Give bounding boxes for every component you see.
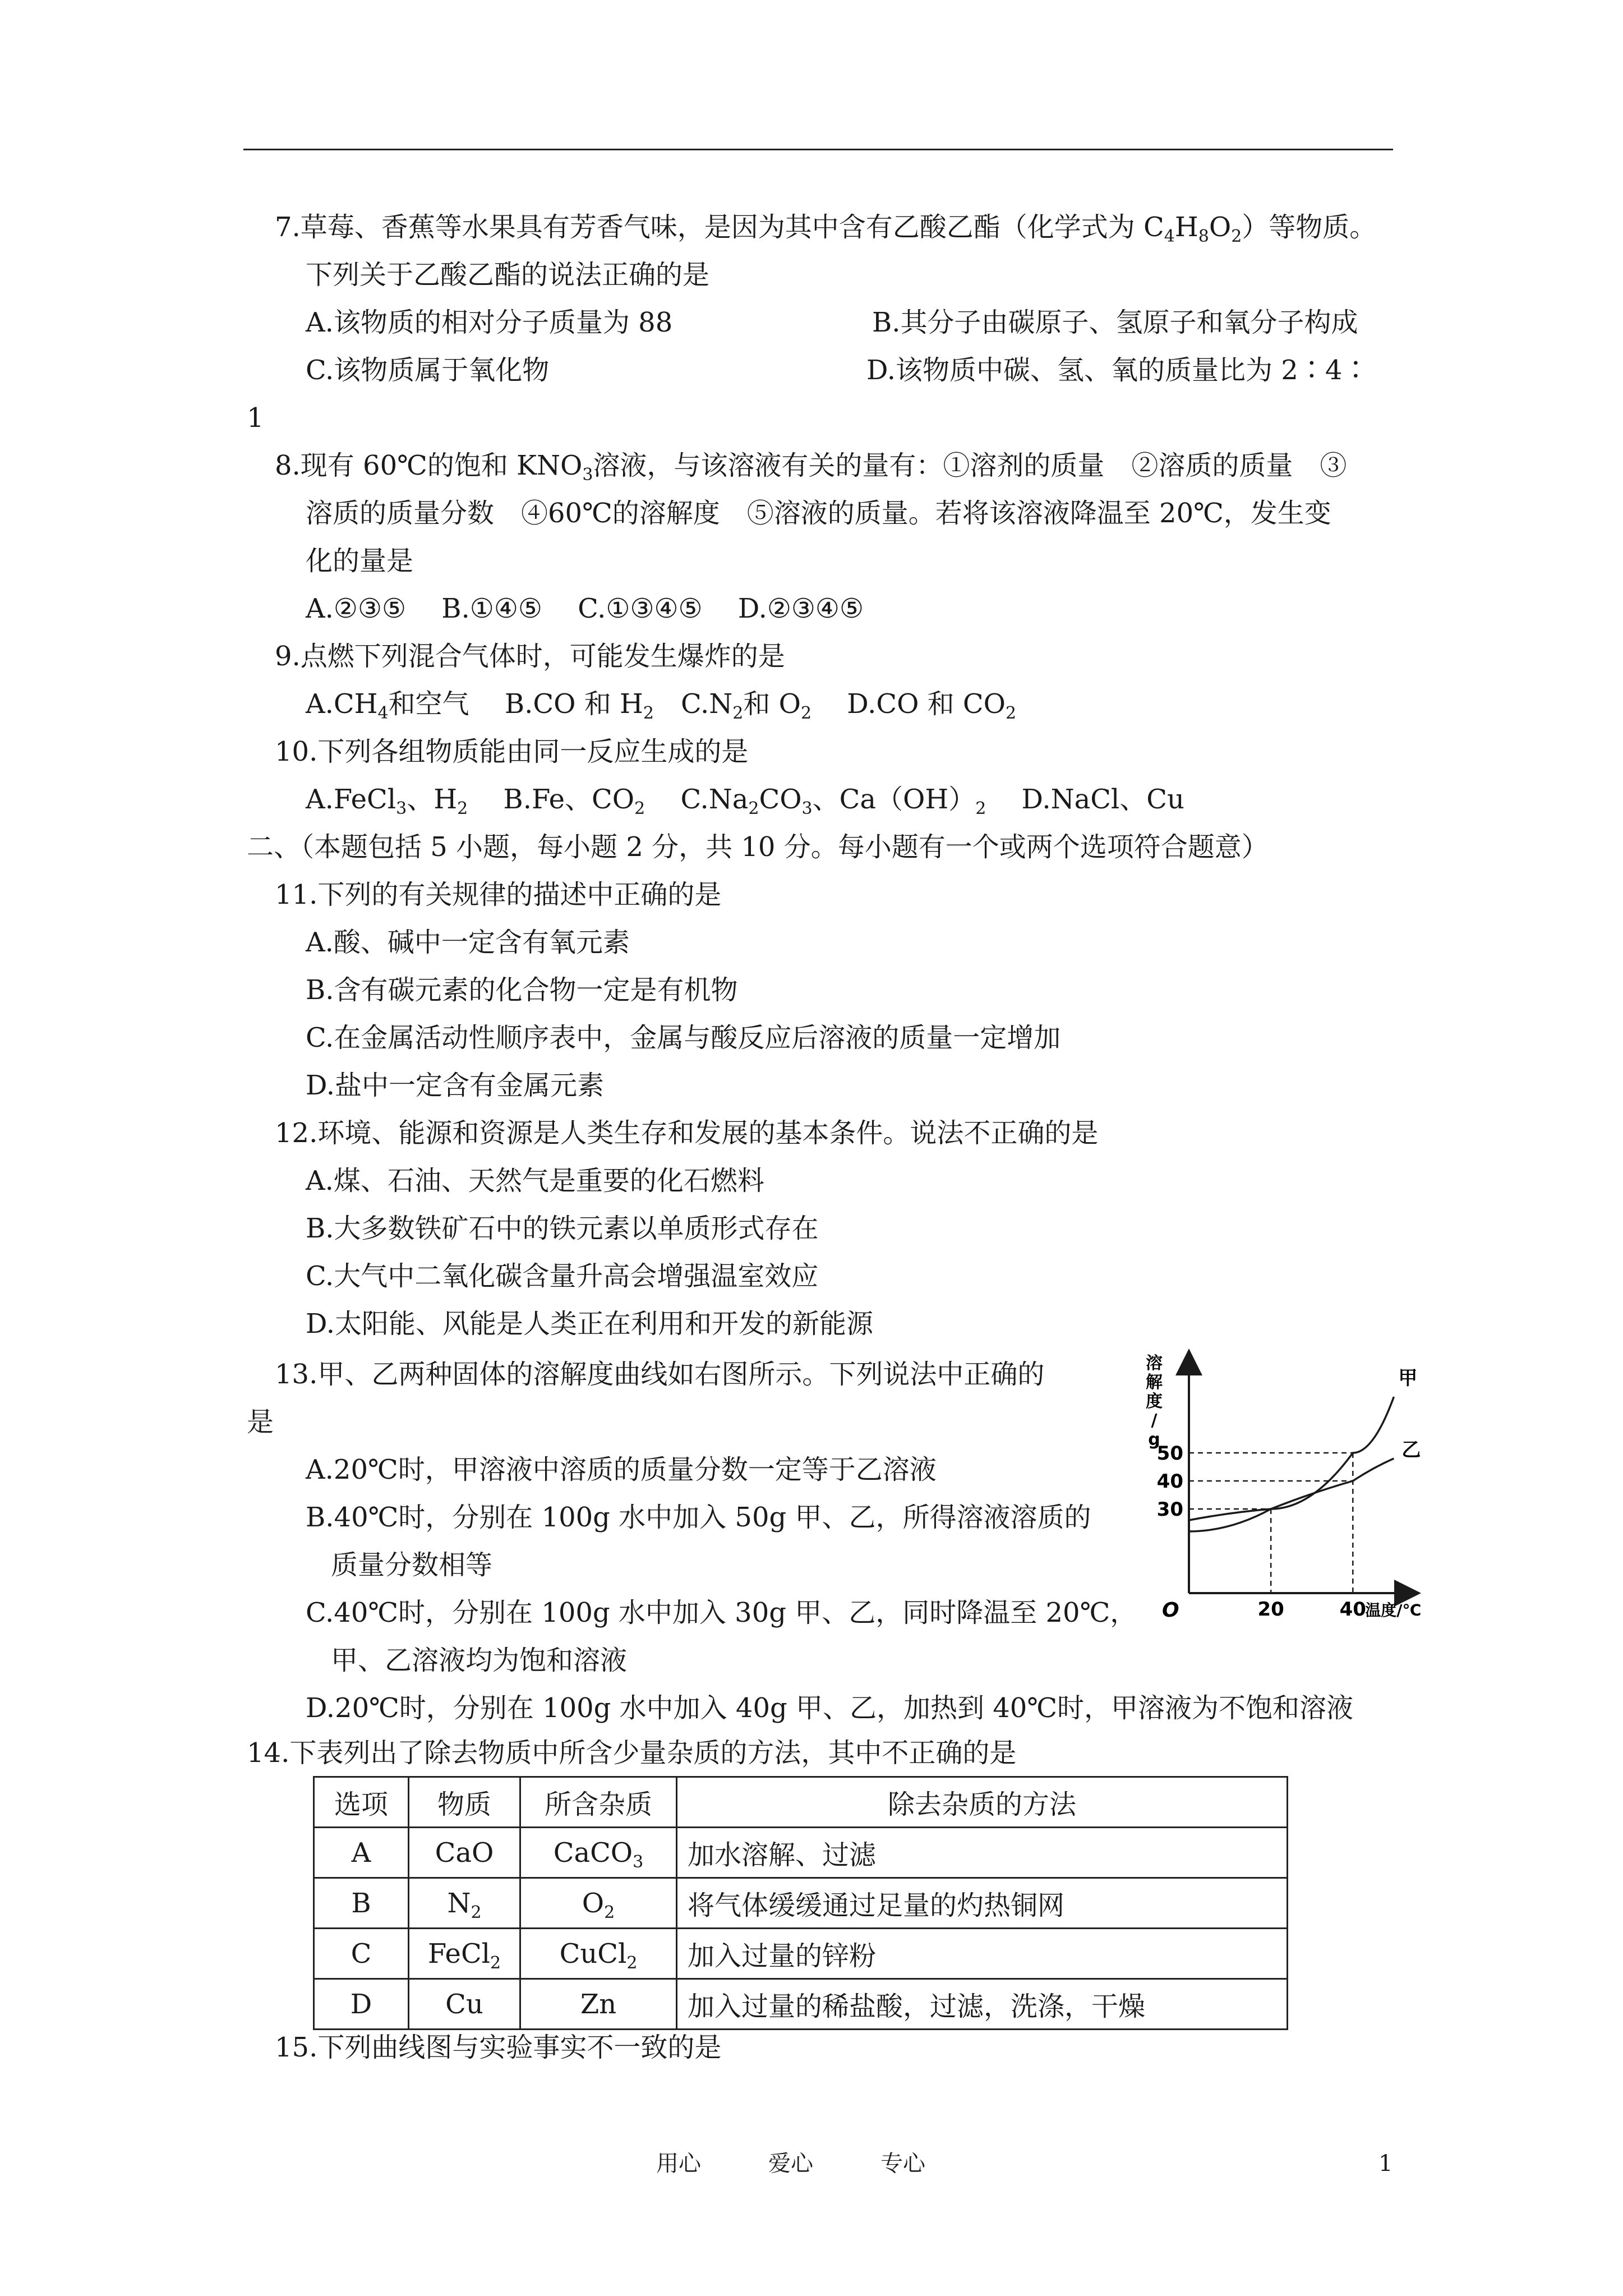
- q7-stem-line1: 7.草莓、香蕉等水果具有芳香气味，是因为其中含有乙酸乙酯（化学式为 $C_4H_8O_2$）等物质。: [275, 211, 1377, 246]
- q8-stem-line2: 溶质的质量分数 ④60℃的溶解度 ⑤溶液的质量。若将该溶液降温至 20℃，发生变: [306, 498, 1331, 529]
- q11-option-a: A.酸、碱中一定含有氧元素: [306, 927, 630, 958]
- q11-option-b: B.含有碳元素的化合物一定是有机物: [306, 974, 738, 1006]
- q7-stem-line2: 下列关于乙酸乙酯的说法正确的是: [306, 259, 710, 291]
- q13-option-b-line2: 质量分数相等: [331, 1549, 493, 1581]
- impurity-removal-table: [313, 1776, 1288, 2030]
- table-row: [314, 1878, 1288, 1929]
- q8-stem-line3: 化的量是: [306, 545, 414, 577]
- q7-option-b: B.其分子由碳原子、氢原子和氧分子构成: [872, 307, 1358, 338]
- q13-stem-line2: 是: [247, 1406, 274, 1438]
- q9-options: $A.CH_4$和空气 B.CO 和 $H_2$ $C.N_2$和 $O_2$ D.CO 和 $CO_2$: [306, 688, 1017, 723]
- solubility-curve-jia: [1189, 1397, 1394, 1531]
- q12-option-c: C.大气中二氧化碳含量升高会增强温室效应: [306, 1260, 819, 1292]
- q7-option-d-wrap: 1: [247, 402, 264, 434]
- footer-text-1: 用心: [656, 2151, 701, 2177]
- table-header-cell: 除去杂质的方法: [677, 1777, 1288, 1828]
- q13-option-a: A.20℃时，甲溶液中溶质的质量分数一定等于乙溶液: [306, 1454, 937, 1485]
- table-cell-method: 加入过量的稀盐酸，过滤，洗涤，干燥: [677, 1979, 1288, 2030]
- table-header-cell: 所含杂质: [520, 1777, 677, 1828]
- x-tick-label: 20: [1257, 1598, 1284, 1621]
- y-axis-label-char: 解: [1146, 1373, 1163, 1392]
- q8-stem-line1: 8.现有 60℃的饱和 $KNO_3$溶液，与该溶液有关的量有：①溶剂的质量 ②溶质的质量 ③: [275, 450, 1347, 485]
- q12-option-d: D.太阳能、风能是人类正在利用和开发的新能源: [306, 1308, 874, 1340]
- table-cell-option: A: [314, 1828, 409, 1878]
- table-cell-method: 加入过量的锌粉: [677, 1929, 1288, 1979]
- footer-text-3: 专心: [880, 2151, 925, 2177]
- x-tick-label: 40: [1339, 1598, 1366, 1621]
- q13-option-c-line2: 甲、乙溶液均为饱和溶液: [331, 1645, 628, 1676]
- table-row: [314, 1929, 1288, 1979]
- table-cell-substance: Cu: [409, 1979, 520, 2030]
- q13-option-b-line1: B.40℃时，分别在 100g 水中加入 50g 甲、乙，所得溶液溶质的: [306, 1502, 1091, 1533]
- table-cell-impurity: $O_2$: [520, 1878, 677, 1929]
- q11-option-c: C.在金属活动性顺序表中，金属与酸反应后溶液的质量一定增加: [306, 1022, 1061, 1053]
- q7-option-d: D.该物质中碳、氢、氧的质量比为 2∶4∶: [866, 355, 1370, 386]
- q13-option-c-line1: C.40℃时，分别在 100g 水中加入 30g 甲、乙，同时降温至 20℃，: [306, 1597, 1137, 1628]
- table-cell-option: D: [314, 1979, 409, 2030]
- table-row: [314, 1979, 1288, 2030]
- q13-option-d: D.20℃时，分别在 100g 水中加入 40g 甲、乙，加热到 40℃时，甲溶液为不饱和溶液: [306, 1692, 1354, 1724]
- section-2-heading: 二、（本题包括 5 小题，每小题 2 分，共 10 分。每小题有一个或两个选项符合题意）: [247, 831, 1269, 863]
- table-cell-substance: FeCl$_2$: [409, 1929, 520, 1979]
- table-header-row: [314, 1777, 1288, 1828]
- q12-option-a: A.煤、石油、天然气是重要的化石燃料: [306, 1165, 764, 1197]
- table-cell-method: 加水溶解、过滤: [677, 1828, 1288, 1878]
- table-header-cell: 物质: [409, 1777, 520, 1828]
- y-tick-label: 50: [1156, 1442, 1183, 1465]
- x-axis-label: 温度/℃: [1365, 1601, 1422, 1619]
- table-cell-impurity: CaCO$_3$: [520, 1828, 677, 1878]
- table-cell-method: 将气体缓缓通过足量的灼热铜网: [677, 1878, 1288, 1929]
- q7-option-c: C.该物质属于氧化物: [306, 355, 550, 386]
- q15-stem: 15.下列曲线图与实验事实不一致的是: [275, 2032, 722, 2063]
- header-rule: [243, 149, 1393, 150]
- table-cell-impurity: CuCl$_2$: [520, 1929, 677, 1979]
- y-axis-label-char: 溶: [1146, 1354, 1163, 1373]
- q10-options: A.FeCl$_3$、$H_2$ B.Fe、$CO_2$ $C.Na_2CO_3$、$Ca(OH)_2$ D.NaCl、Cu: [306, 784, 1184, 818]
- q8-options: A.②③⑤ B.①④⑤ C.①③④⑤ D.②③④⑤: [306, 593, 864, 624]
- table-row: [314, 1828, 1288, 1878]
- origin-label: O: [1162, 1599, 1179, 1622]
- table-cell-option: B: [314, 1878, 409, 1929]
- table-cell-substance: $N_2$: [409, 1878, 520, 1929]
- series-label: 乙: [1401, 1439, 1421, 1461]
- q7-option-a: A.该物质的相对分子质量为 88: [306, 307, 673, 338]
- solubility-chart: [1138, 1346, 1422, 1627]
- q13-stem-line1: 13.甲、乙两种固体的溶解度曲线如右图所示。下列说法中正确的: [275, 1359, 1045, 1390]
- q11-option-d: D.盐中一定含有金属元素: [306, 1070, 605, 1101]
- table-cell-substance: CaO: [409, 1828, 520, 1878]
- footer-text-2: 爱心: [768, 2151, 813, 2177]
- y-axis-label-char: /: [1151, 1411, 1158, 1430]
- q12-option-b: B.大多数铁矿石中的铁元素以单质形式存在: [306, 1213, 819, 1244]
- q9-stem: 9.点燃下列混合气体时，可能发生爆炸的是: [275, 641, 785, 672]
- q14-stem: 14.下表列出了除去物质中所含少量杂质的方法，其中不正确的是: [247, 1737, 1017, 1769]
- q11-stem: 11.下列的有关规律的描述中正确的是: [275, 879, 722, 910]
- solubility-curve-yi: [1189, 1458, 1394, 1520]
- q10-stem: 10.下列各组物质能由同一反应生成的是: [275, 736, 749, 767]
- y-axis-label-char: 度: [1146, 1392, 1163, 1411]
- page-number: 1: [1378, 2151, 1393, 2177]
- series-label: 甲: [1398, 1367, 1418, 1389]
- table-cell-option: C: [314, 1929, 409, 1979]
- table-header-cell: 选项: [314, 1777, 409, 1828]
- q12-stem: 12.环境、能源和资源是人类生存和发展的基本条件。说法不正确的是: [275, 1117, 1099, 1149]
- y-axis-label-char: g: [1148, 1430, 1160, 1450]
- table-cell-impurity: Zn: [520, 1979, 677, 2030]
- y-tick-label: 40: [1156, 1470, 1183, 1493]
- y-tick-label: 30: [1156, 1498, 1183, 1521]
